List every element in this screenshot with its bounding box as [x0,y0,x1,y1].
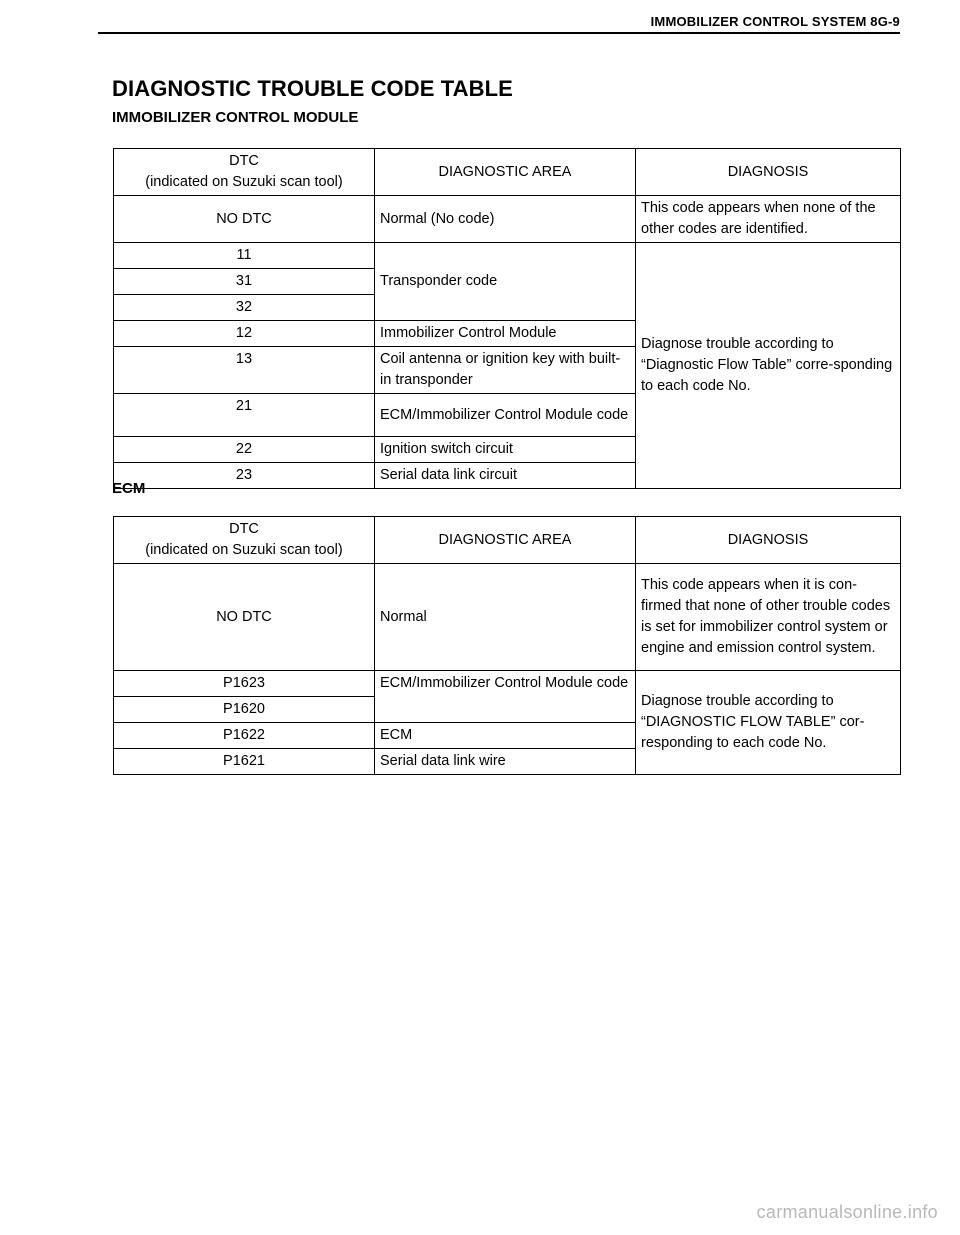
table-row [114,564,901,671]
dtc-code: 31 [114,269,375,295]
dtc-code: P1622 [114,723,375,749]
ecm-dtc-table [113,516,901,775]
watermark: carmanualsonline.info [756,1202,938,1222]
dtc-code: 12 [114,321,375,347]
table-row [114,196,901,243]
header-rule [98,32,900,34]
dtc-code: P1620 [114,697,375,723]
diagnosis-cell: Diagnose trouble according to “Diagnostic Flow Table” corre-sponding to each code No. [636,243,901,489]
dtc-code: 23 [114,463,375,489]
page-title: DIAGNOSTIC TROUBLE CODE TABLE [112,76,513,101]
diagnostic-area: Transponder code [375,243,636,321]
table-header-row [114,517,901,564]
header-dtc-line1: DTC [229,153,259,169]
diagnostic-area: Normal (No code) [375,196,636,243]
diagnosis-cell: Diagnose trouble according to “DIAGNOSTIC FLOW TABLE” cor-responding to each code No. [636,671,901,775]
table-header-row [114,149,901,196]
diagnosis-cell: This code appears when none of the other codes are identified. [636,196,901,243]
diagnostic-area: Immobilizer Control Module [375,321,636,347]
dtc-code: P1621 [114,749,375,775]
header-dtc [114,149,375,196]
table-row [114,671,901,697]
header-area: DIAGNOSTIC AREA [375,517,636,564]
section-heading-icm: IMMOBILIZER CONTROL MODULE [112,109,359,126]
header-area: DIAGNOSTIC AREA [375,149,636,196]
diagnostic-area: Normal [375,564,636,671]
header-diagnosis: DIAGNOSIS [636,149,901,196]
icm-dtc-table [113,148,901,489]
dtc-code: 32 [114,295,375,321]
diagnosis-cell: This code appears when it is con-firmed that none of other trouble codes is set for immobilizer control system or engine and emission control system. [636,564,901,671]
dtc-code: NO DTC [114,196,375,243]
diagnostic-area: ECM [375,723,636,749]
diagnostic-area: Serial data link wire [375,749,636,775]
header-dtc-line1: DTC [229,521,259,537]
header-dtc-line2: (indicated on Suzuki scan tool) [145,542,343,558]
dtc-code: 22 [114,437,375,463]
diagnostic-area: Serial data link circuit [375,463,636,489]
running-head: IMMOBILIZER CONTROL SYSTEM 8G-9 [650,14,900,29]
dtc-code: P1623 [114,671,375,697]
diagnostic-area: ECM/Immobilizer Control Module code [375,394,636,437]
table-row [114,243,901,269]
dtc-code: 21 [114,394,375,437]
dtc-code: NO DTC [114,564,375,671]
diagnostic-area: ECM/Immobilizer Control Module code [375,671,636,723]
header-diagnosis: DIAGNOSIS [636,517,901,564]
section-heading-ecm: ECM [112,480,146,497]
diagnostic-area: Ignition switch circuit [375,437,636,463]
header-dtc-line2: (indicated on Suzuki scan tool) [145,174,343,190]
diagnostic-area: Coil antenna or ignition key with built-in transponder [375,347,636,394]
dtc-code: 13 [114,347,375,394]
dtc-code: 11 [114,243,375,269]
header-dtc [114,517,375,564]
